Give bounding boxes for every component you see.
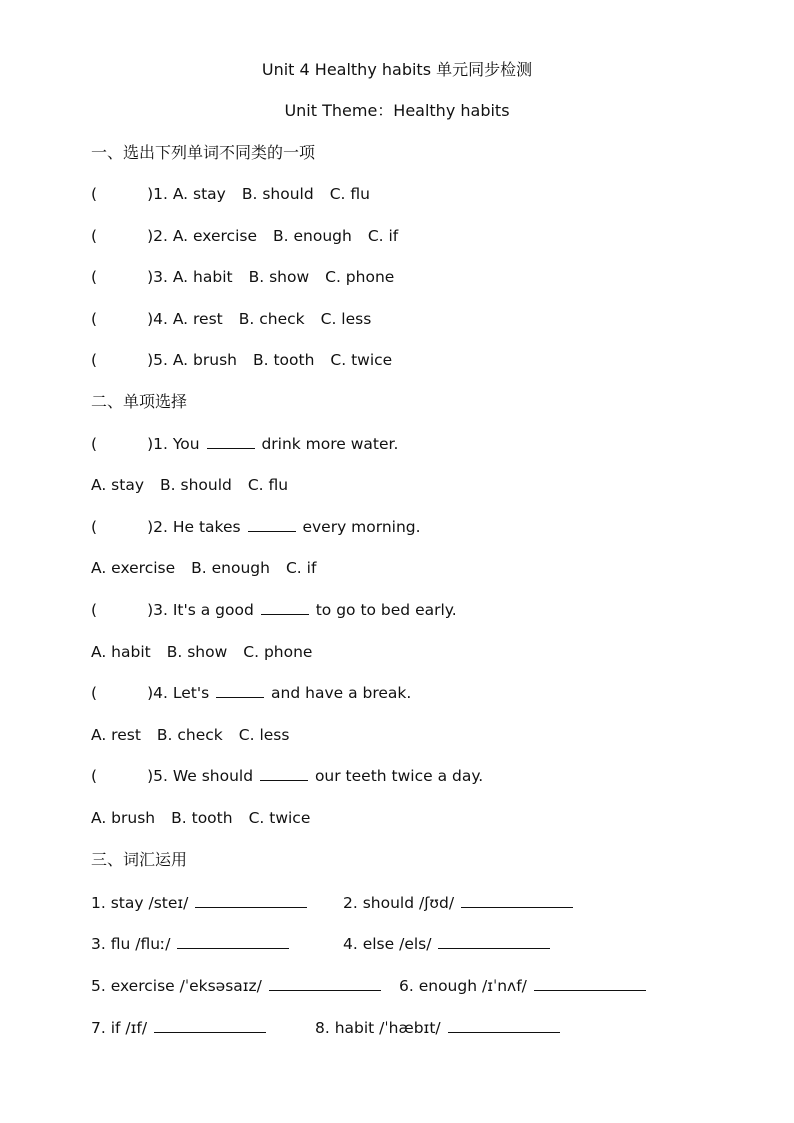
s2-q4-opt-c: C. less — [238, 726, 290, 744]
s2-q3-num: )3. — [147, 601, 168, 619]
s2-q2-stem-post: every morning. — [302, 518, 421, 536]
page-title: Unit 4 Healthy habits 单元同步检测 — [261, 60, 533, 79]
s2-q5-num: )5. — [147, 767, 168, 785]
s1-q3-opt-c: C. phone — [325, 268, 395, 286]
s1-q4-opt-b: B. check — [238, 310, 305, 328]
s3-item-2-blank[interactable] — [461, 893, 573, 908]
s2-q1-opt-b: B. should — [160, 476, 232, 494]
s2-q2-opt-a: A. exercise — [91, 559, 176, 577]
s2-q2-stem-pre: He takes — [172, 518, 241, 536]
s2-question-1: ( )1. You drink more water. — [91, 435, 399, 453]
section2-heading: 二、单项选择 — [91, 392, 188, 411]
s1-q2-opt-a: A. exercise — [172, 227, 257, 245]
s2-q3-opt-c: C. phone — [243, 643, 313, 661]
s1-question-2: ( )2. A. exercise B. enough C. if — [91, 227, 399, 245]
s3-item-1 — [91, 893, 309, 913]
s2-q5-opt-b: B. tooth — [171, 809, 233, 827]
s2-q4-options — [91, 725, 289, 745]
s2-q3-stem-pre: It's a good — [172, 601, 254, 619]
s2-q2-num: )2. — [147, 518, 168, 536]
s3-item-6 — [399, 976, 648, 996]
s1-q4-opt-c: C. less — [320, 310, 372, 328]
s1-question-5: ( )5. A. brush B. tooth C. twice — [91, 351, 393, 369]
s2-q4-stem-pre: Let's — [172, 684, 210, 702]
s2-q3-opt-b: B. show — [166, 643, 228, 661]
s1-question-3: ( )3. A. habit B. show C. phone — [91, 268, 395, 286]
s3-item-2-word: 2. should /ʃʊd/ — [343, 894, 455, 912]
s3-item-8 — [315, 1018, 562, 1038]
s1-question-1: ( )1. A. stay B. should C. flu — [91, 185, 370, 203]
s2-q1-stem-pre: You — [172, 435, 200, 453]
section1-heading: 一、选出下列单词不同类的一项 — [91, 143, 316, 162]
s1-q1-opt-b: B. should — [241, 185, 314, 203]
s2-q4-blank[interactable] — [216, 683, 264, 698]
s2-q2-opt-c: C. if — [285, 559, 317, 577]
s2-q5-stem-post: our teeth twice a day. — [314, 767, 484, 785]
s1-q2-opt-b: B. enough — [273, 227, 352, 245]
s3-item-5-blank[interactable] — [269, 976, 381, 991]
s1-q5-opt-a: A. brush — [172, 351, 237, 369]
s3-item-2 — [343, 893, 575, 913]
s3-item-3 — [91, 934, 291, 954]
s2-q3-options — [91, 642, 312, 662]
s2-question-4: ( )4. Let's and have a break. — [91, 684, 412, 702]
s3-item-1-blank[interactable] — [195, 893, 307, 908]
s2-q1-stem-post: drink more water. — [261, 435, 399, 453]
s3-item-5 — [91, 976, 383, 996]
s3-item-1-word: 1. stay /steɪ/ — [91, 894, 189, 912]
section3-heading: 三、词汇运用 — [91, 850, 188, 869]
s2-q3-blank[interactable] — [261, 600, 309, 615]
s3-item-8-word: 8. habit /ˈhæbɪt/ — [315, 1019, 441, 1037]
s3-item-3-word: 3. flu /fluː/ — [91, 935, 171, 953]
s1-q4-num: )4. — [147, 310, 168, 328]
s1-question-4: ( )4. A. rest B. check C. less — [91, 310, 372, 328]
s2-q3-stem-post: to go to bed early. — [315, 601, 457, 619]
s1-q2-opt-c: C. if — [367, 227, 399, 245]
s2-q2-opt-b: B. enough — [191, 559, 270, 577]
s1-q3-opt-a: A. habit — [172, 268, 233, 286]
s2-q4-num: )4. — [147, 684, 168, 702]
s2-q2-blank[interactable] — [248, 517, 296, 532]
s2-q4-opt-a: A. rest — [91, 726, 141, 744]
s3-item-3-blank[interactable] — [177, 934, 289, 949]
s1-q3-num: )3. — [147, 268, 168, 286]
s3-item-5-word: 5. exercise /ˈeksəsaɪz/ — [91, 977, 262, 995]
s1-q2-num: )2. — [147, 227, 168, 245]
s1-q1-opt-c: C. flu — [329, 185, 370, 203]
s2-q2-options — [91, 558, 316, 578]
s1-q4-opt-a: A. rest — [172, 310, 223, 328]
page-subtitle: Unit Theme：Healthy habits — [284, 101, 510, 120]
s2-q5-options — [91, 808, 310, 828]
s2-q1-num: )1. — [147, 435, 168, 453]
s2-q1-options — [91, 475, 288, 495]
s2-q1-blank[interactable] — [207, 434, 255, 449]
s2-q3-opt-a: A. habit — [91, 643, 151, 661]
s3-item-7 — [91, 1018, 268, 1038]
s1-q3-opt-b: B. show — [248, 268, 310, 286]
s3-item-4 — [343, 934, 552, 954]
s2-q5-blank[interactable] — [260, 766, 308, 781]
s2-q1-opt-a: A. stay — [91, 476, 145, 494]
s3-item-7-word: 7. if /ɪf/ — [91, 1019, 148, 1037]
s3-item-8-blank[interactable] — [448, 1018, 560, 1033]
s2-question-2: ( )2. He takes every morning. — [91, 518, 421, 536]
s2-q4-stem-post: and have a break. — [271, 684, 412, 702]
s1-q5-opt-c: C. twice — [330, 351, 393, 369]
s1-q1-num: )1. — [147, 185, 168, 203]
s2-q1-opt-c: C. flu — [247, 476, 289, 494]
s2-question-5: ( )5. We should our teeth twice a day. — [91, 767, 484, 785]
s3-item-4-word: 4. else /els/ — [343, 935, 432, 953]
s3-item-4-blank[interactable] — [438, 934, 550, 949]
s1-q5-opt-b: B. tooth — [252, 351, 315, 369]
s2-q5-opt-c: C. twice — [248, 809, 311, 827]
s2-q4-opt-b: B. check — [156, 726, 223, 744]
s1-q5-num: )5. — [147, 351, 168, 369]
s2-q5-opt-a: A. brush — [91, 809, 156, 827]
s3-item-6-blank[interactable] — [534, 976, 646, 991]
s3-item-7-blank[interactable] — [154, 1018, 266, 1033]
s3-item-6-word: 6. enough /ɪˈnʌf/ — [399, 977, 527, 995]
s2-question-3: ( )3. It's a good to go to bed early. — [91, 601, 457, 619]
s1-q1-opt-a: A. stay — [172, 185, 226, 203]
s2-q5-stem-pre: We should — [172, 767, 254, 785]
